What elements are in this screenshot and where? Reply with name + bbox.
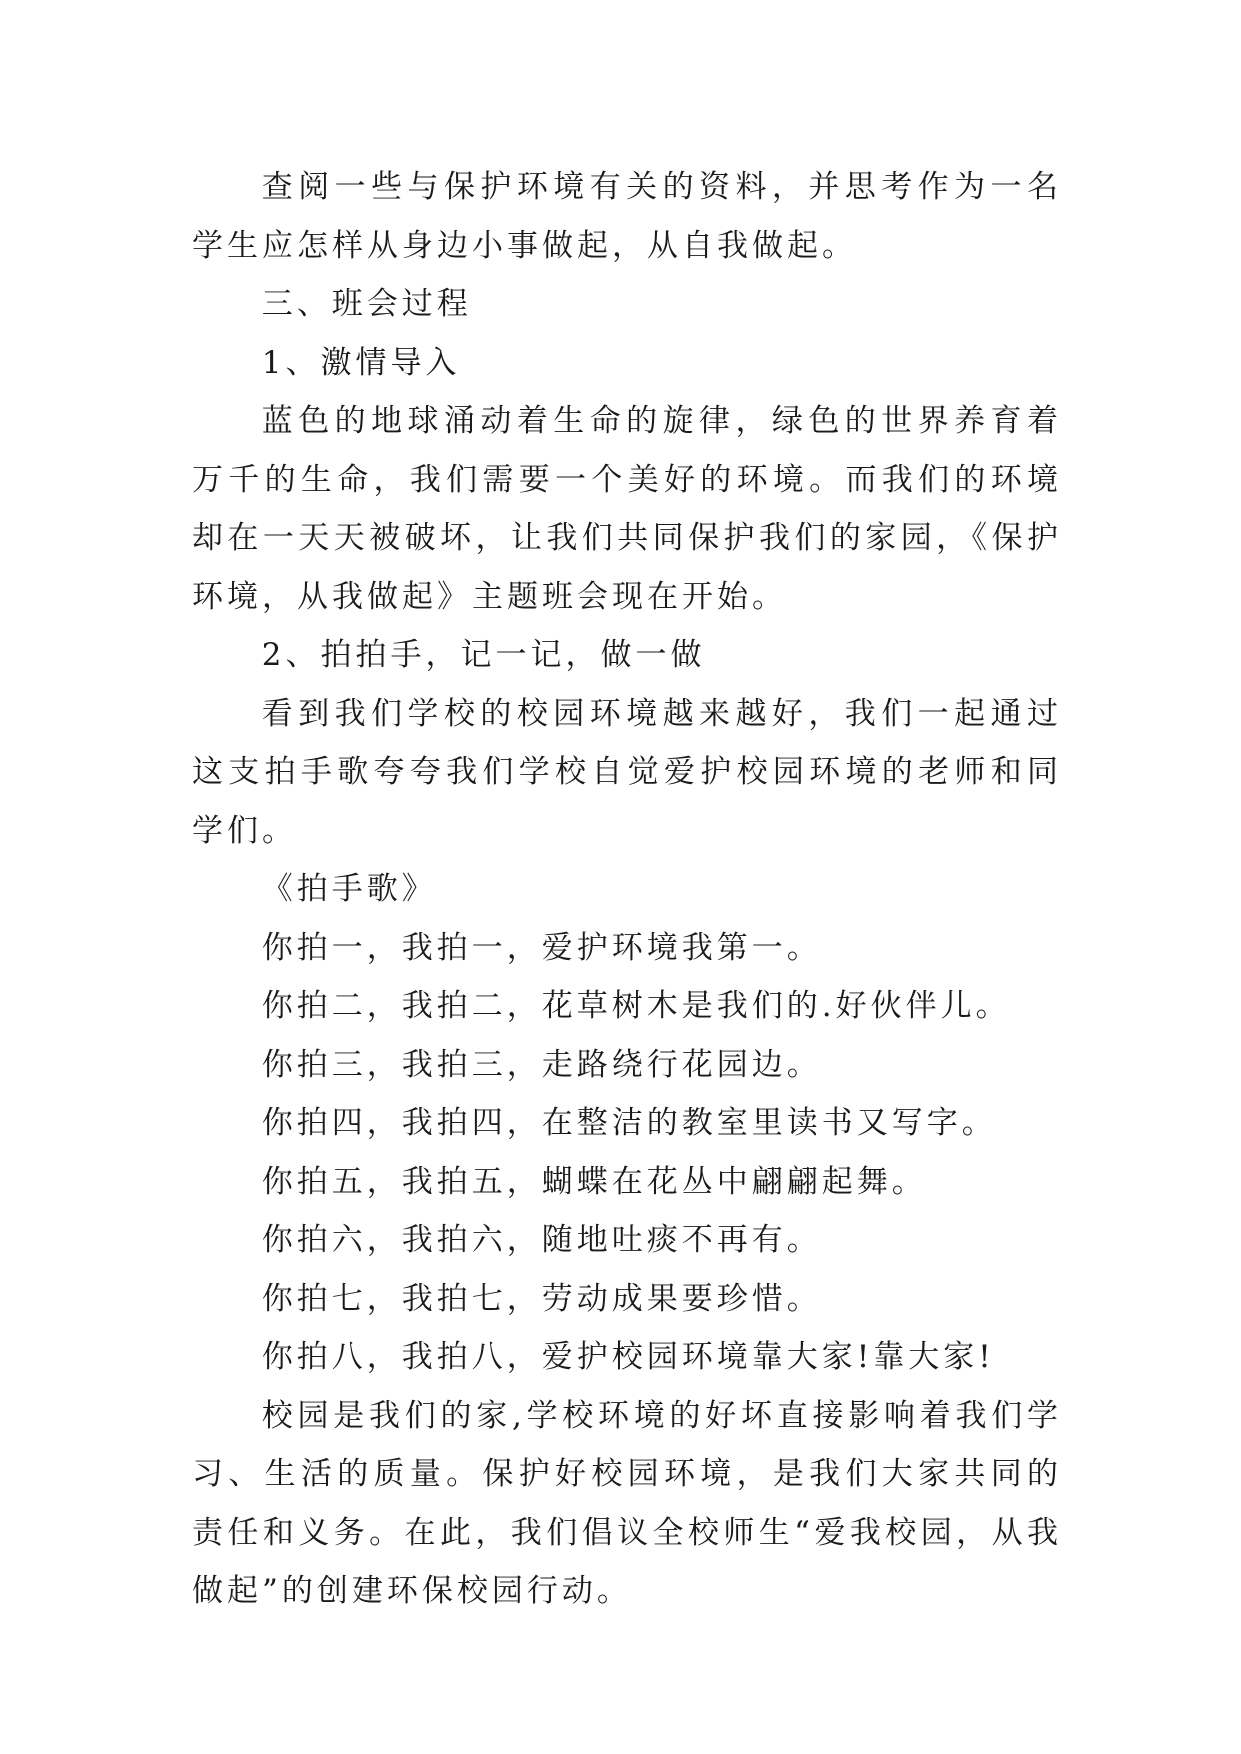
clap-song-line-8: 你拍八，我拍八，爱护校园环境靠大家!靠大家! — [261, 1339, 995, 1375]
introduction-paragraph: 蓝色的地球涌动着生命的旋律，绿色的世界养育着万千的生命，我们需要一个美好的环境。而我们的环境却在一天天被破坏，让我们共同保护我们的家园，《保护环境，从我做起》主题班会现在开始。 — [192, 403, 1062, 615]
clap-song-line-7: 你拍七，我拍七，劳动成果要珍惜。 — [261, 1280, 822, 1317]
subheading-passionate-introduction: 1、激情导入 — [261, 344, 461, 381]
clap-song-line-6: 你拍六，我拍六，随地吐痰不再有。 — [261, 1222, 822, 1258]
clap-song-line-2: 你拍二，我拍二，花草树木是我们的.好伙伴儿。 — [261, 988, 1011, 1024]
clap-song-line-5: 你拍五，我拍五，蝴蝶在花丛中翩翩起舞。 — [261, 1163, 927, 1200]
clap-song-line-4: 你拍四，我拍四，在整洁的教室里读书又写字。 — [261, 1105, 997, 1141]
section-heading-class-meeting-process: 三、班会过程 — [261, 286, 472, 322]
intro-paragraph: 查阅一些与保护环境有关的资料，并思考作为一名学生应怎样从身边小事做起，从自我做起。 — [192, 169, 1062, 264]
clap-song-intro-paragraph: 看到我们学校的校园环境越来越好，我们一起通过这支拍手歌夸夸我们学校自觉爱护校园环境的老师和同学们。 — [192, 695, 1062, 849]
subheading-clap-activity: 2、拍拍手，记一记，做一做 — [261, 637, 706, 673]
closing-paragraph: 校园是我们的家,学校环境的好坏直接影响着我们学习、生活的质量。保护好校园环境，是我们大家共同的责任和义务。在此，我们倡议全校师生“爱我校园，从我做起”的创建环保校园行动。 — [192, 1397, 1062, 1609]
document-body — [192, 158, 1062, 1621]
clap-song-line-3: 你拍三，我拍三，走路绕行花园边。 — [261, 1046, 822, 1083]
clap-song-title: 《拍手歌》 — [261, 871, 437, 907]
clap-song-line-1: 你拍一，我拍一，爱护环境我第一。 — [261, 929, 822, 966]
